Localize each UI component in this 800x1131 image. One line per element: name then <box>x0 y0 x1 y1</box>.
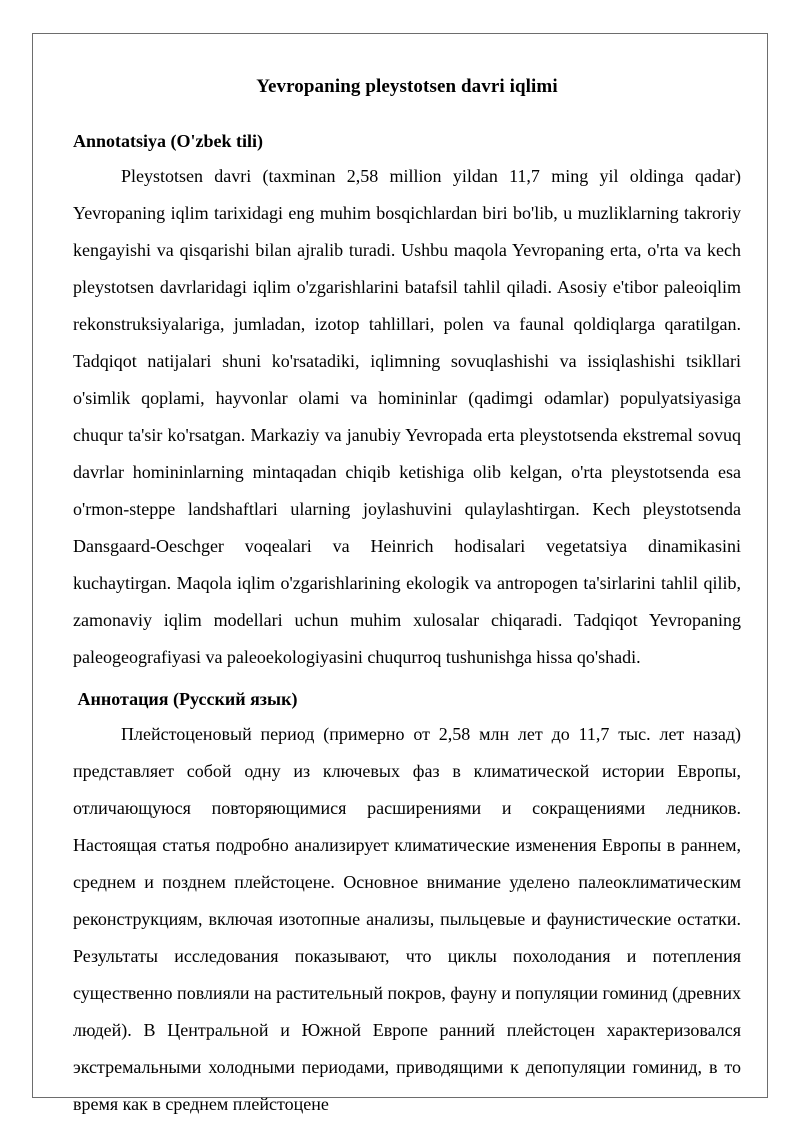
page-content <box>73 34 741 1123</box>
section-heading-uzbek: Annotatsiya (O'zbek tili) <box>73 131 264 151</box>
abstract-paragraph-uzbek: Pleystotsen davri (taxminan 2,58 million yildan 11,7 ming yil oldinga qadar) Yevropaning iqlim tarixidagi eng muhim bosqichlardan biri bo'lib, u muzliklarning takroriy kengayishi va qisqarishi bilan ajralib turadi. Ushbu maqola Yevropaning erta, o'rta va kech pleystotsen davrlaridagi iqlim o'zgarishlarini batafsil tahlil qiladi. Asosiy e'tibor paleoiqlim rekonstruksiyalariga, jumladan, izotop tahlillari, polen va faunal qoldiqlarga qaratilgan. Tadqiqot natijalari shuni ko'rsatadiki, iqlimning sovuqlashishi va issiqlashishi tsikllari o'simlik qoplami, hayvonlar olami va homininlar (qadimgi odamlar) populyatsiyasiga chuqur ta'sir ko'rsatgan. Markaziy va janubiy Yevropada erta pleystotsenda ekstremal sovuq davrlar homininlarning mintaqadan chiqib ketishiga olib kelgan, o'rta pleystotsenda esa o'rmon-steppe landshaftlari ularning joylashuvini qulaylashtirgan. Kech pleystotsenda Dansgaard-Oeschger voqealari va Heinrich hodisalari vegetatsiya dinamikasini kuchaytirgan. Maqola iqlim o'zgarishlarining ekologik va antropogen ta'sirlarini tahlil qilib, zamonaviy iqlim modellari uchun muhim xulosalar chiqaradi. Tadqiqot Yevropaning paleogeografiyasi va paleoekologiyasini chuqurroq tushunishga hissa qo'shadi. <box>73 166 741 667</box>
section-heading-russian: Аннотация (Русский язык) <box>73 689 298 709</box>
document-page <box>32 33 768 1114</box>
page-title: Yevropaning pleystotsen davri iqlimi <box>256 76 558 97</box>
abstract-paragraph-russian: Плейстоценовый период (примерно от 2,58 млн лет до 11,7 тыс. лет назад) представляет собой одну из ключевых фаз в климатической истории Европы, отличающуюся повторяющимися расширениями и сокращениями ледников. Настоящая статья подробно анализирует климатические изменения Европы в раннем, среднем и позднем плейстоцене. Основное внимание уделено палеоклиматическим реконструкциям, включая изотопные анализы, пыльцевые и фаунистические остатки. Результаты исследования показывают, что циклы похолодания и потепления существенно повлияли на растительный покров, фауну и популяции гоминид (древних людей). В Центральной и Южной Европе ранний плейстоцен характеризовался экстремальными холодными периодами, приводящими к депопуляции гоминид, в то время как в среднем плейстоцене <box>73 724 741 1114</box>
